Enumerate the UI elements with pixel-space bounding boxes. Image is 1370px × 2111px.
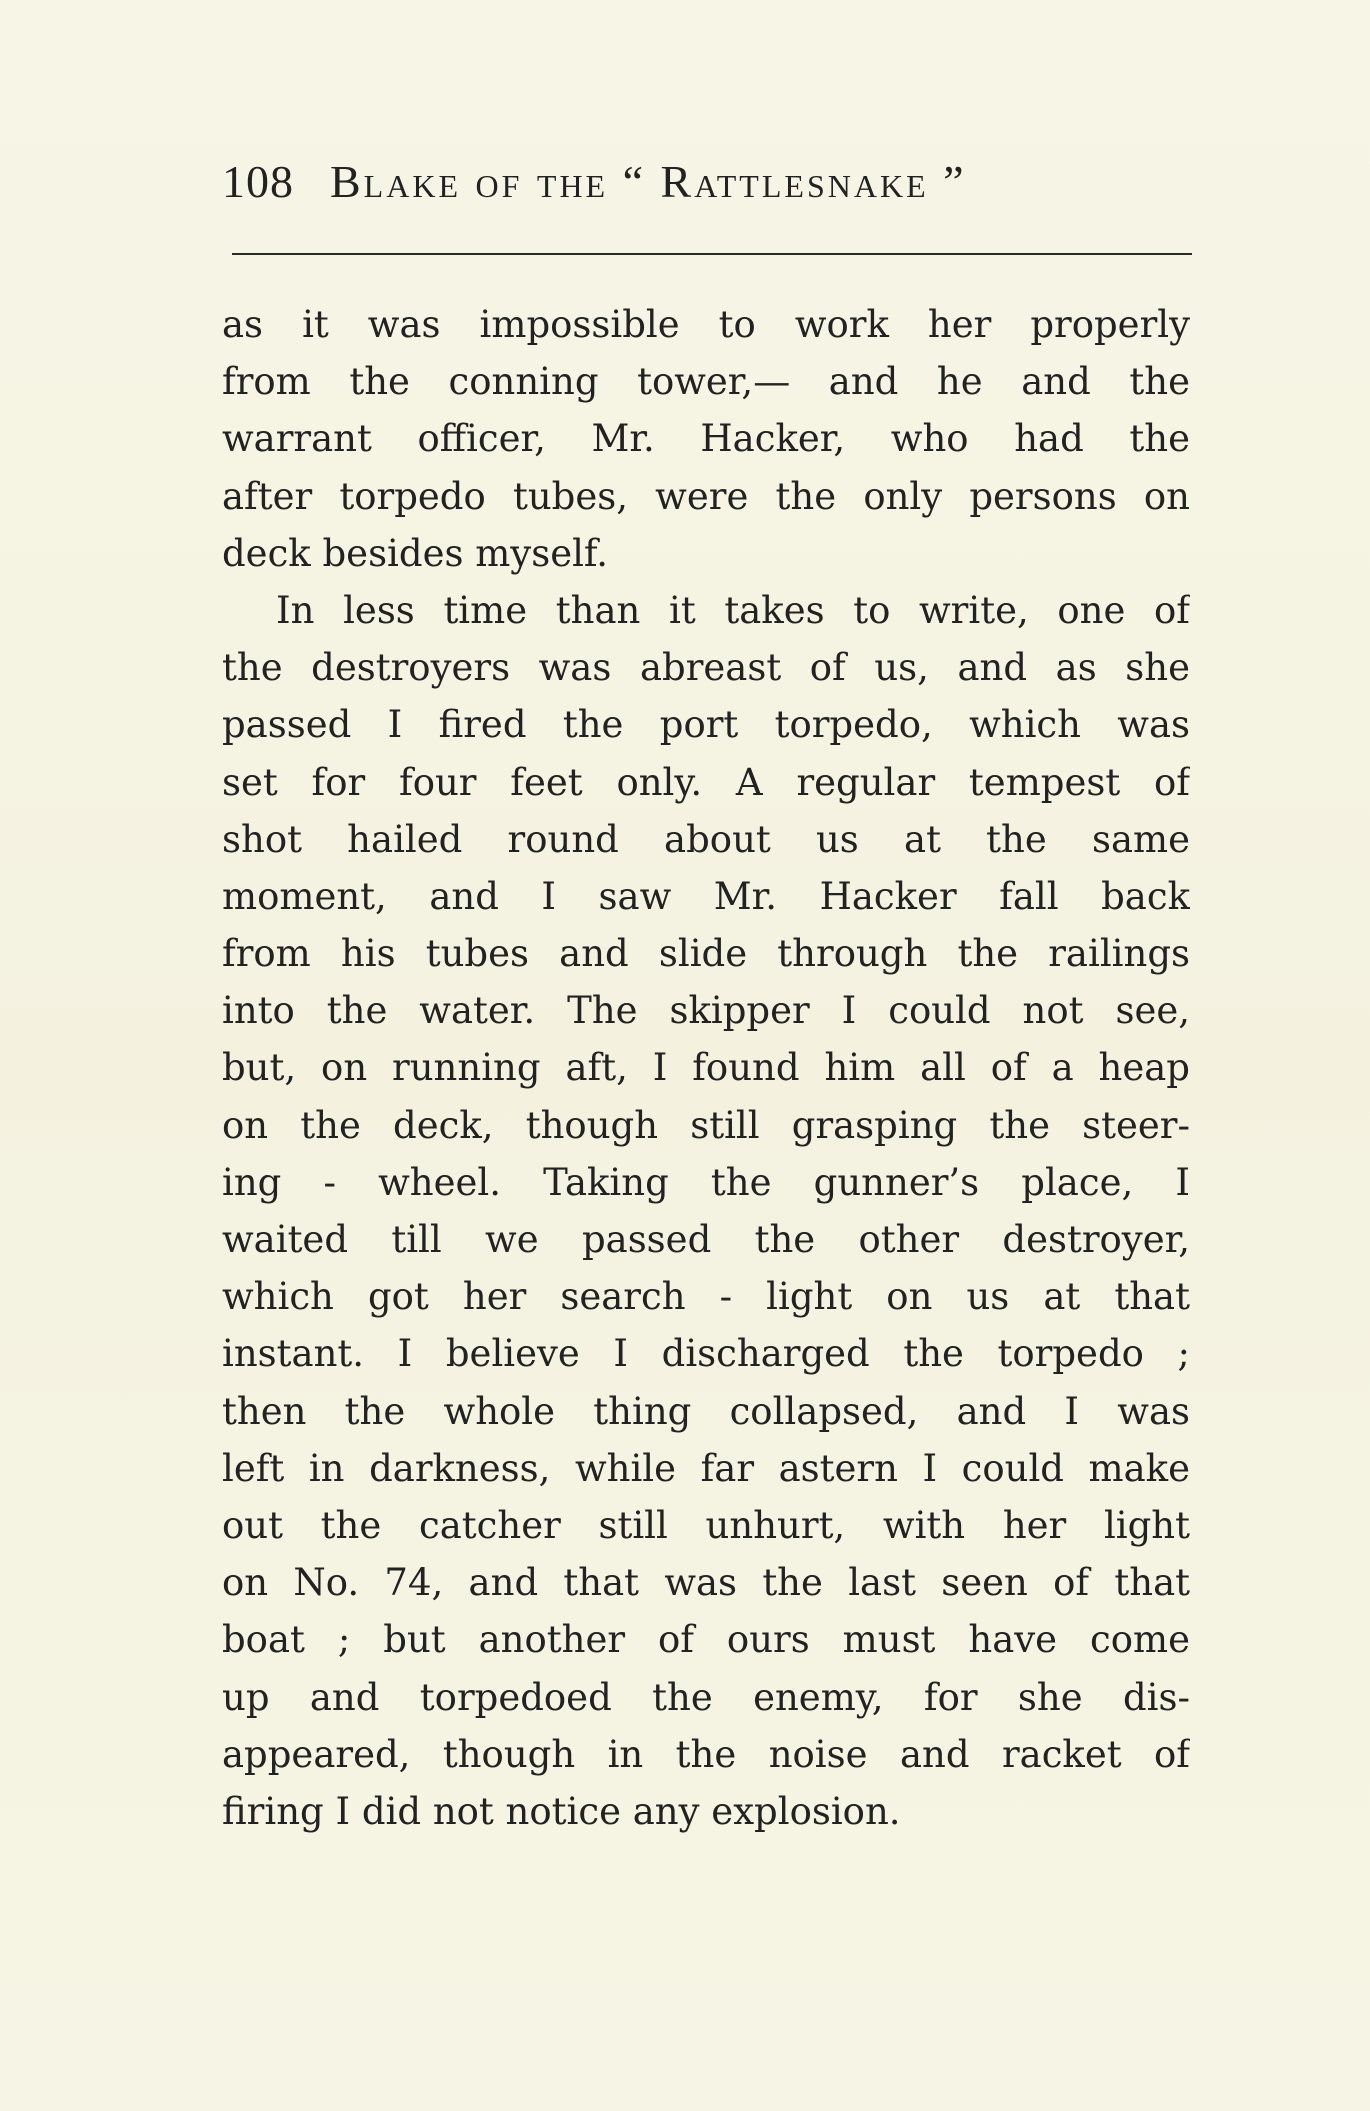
text-line: then the whole thing collapsed, and I was: [222, 1389, 1190, 1433]
page-number: 108: [222, 156, 294, 207]
text-line: from his tubes and slide through the railings: [222, 932, 1190, 976]
text-line: waited till we passed the other destroyer,: [222, 1218, 1190, 1261]
text-line: the destroyers was abreast of us, and as she: [222, 646, 1190, 690]
text-line: on the deck, though still grasping the steer-: [222, 1103, 1190, 1147]
header-rule: [232, 253, 1192, 255]
body-text: [222, 296, 1190, 1840]
text-line: passed I fired the port torpedo, which was: [222, 703, 1190, 747]
text-line: appeared, though in the noise and racket of: [222, 1732, 1190, 1776]
text-line: In less time than it takes to write, one of: [276, 588, 1190, 632]
text-line: into the water. The skipper I could not see,: [222, 989, 1190, 1033]
running-head: [222, 155, 1190, 215]
text-line: on No. 74, and that was the last seen of that: [222, 1561, 1190, 1605]
text-line: left in darkness, while far astern I could make: [222, 1446, 1190, 1490]
text-line: as it was impossible to work her properly: [222, 303, 1190, 346]
text-line: out the catcher still unhurt, with her light: [222, 1503, 1190, 1547]
text-line: after torpedo tubes, were the only persons on: [222, 474, 1190, 518]
text-line: but, on running aft, I found him all of a heap: [222, 1046, 1190, 1090]
book-title: Blake of the “ Rattlesnake ”: [330, 156, 967, 207]
text-line: instant. I believe I discharged the torpedo ;: [222, 1332, 1190, 1376]
text-line: which got her search - light on us at that: [222, 1275, 1190, 1319]
text-line: boat ; but another of ours must have come: [222, 1618, 1190, 1662]
text-line: up and torpedoed the enemy, for she dis-: [222, 1675, 1190, 1719]
text-line: from the conning tower,— and he and the: [222, 360, 1190, 404]
text-line: warrant officer, Mr. Hacker, who had the: [222, 417, 1190, 461]
text-line: firing I did not notice any explosion.: [222, 1789, 901, 1833]
text-line: shot hailed round about us at the same: [222, 817, 1190, 861]
text-line: ing - wheel. Taking the gunner’s place, I: [222, 1160, 1190, 1204]
text-line: deck besides myself.: [222, 531, 609, 575]
text-line: set for four feet only. A regular tempest of: [222, 760, 1190, 804]
text-line: moment, and I saw Mr. Hacker fall back: [222, 874, 1190, 918]
